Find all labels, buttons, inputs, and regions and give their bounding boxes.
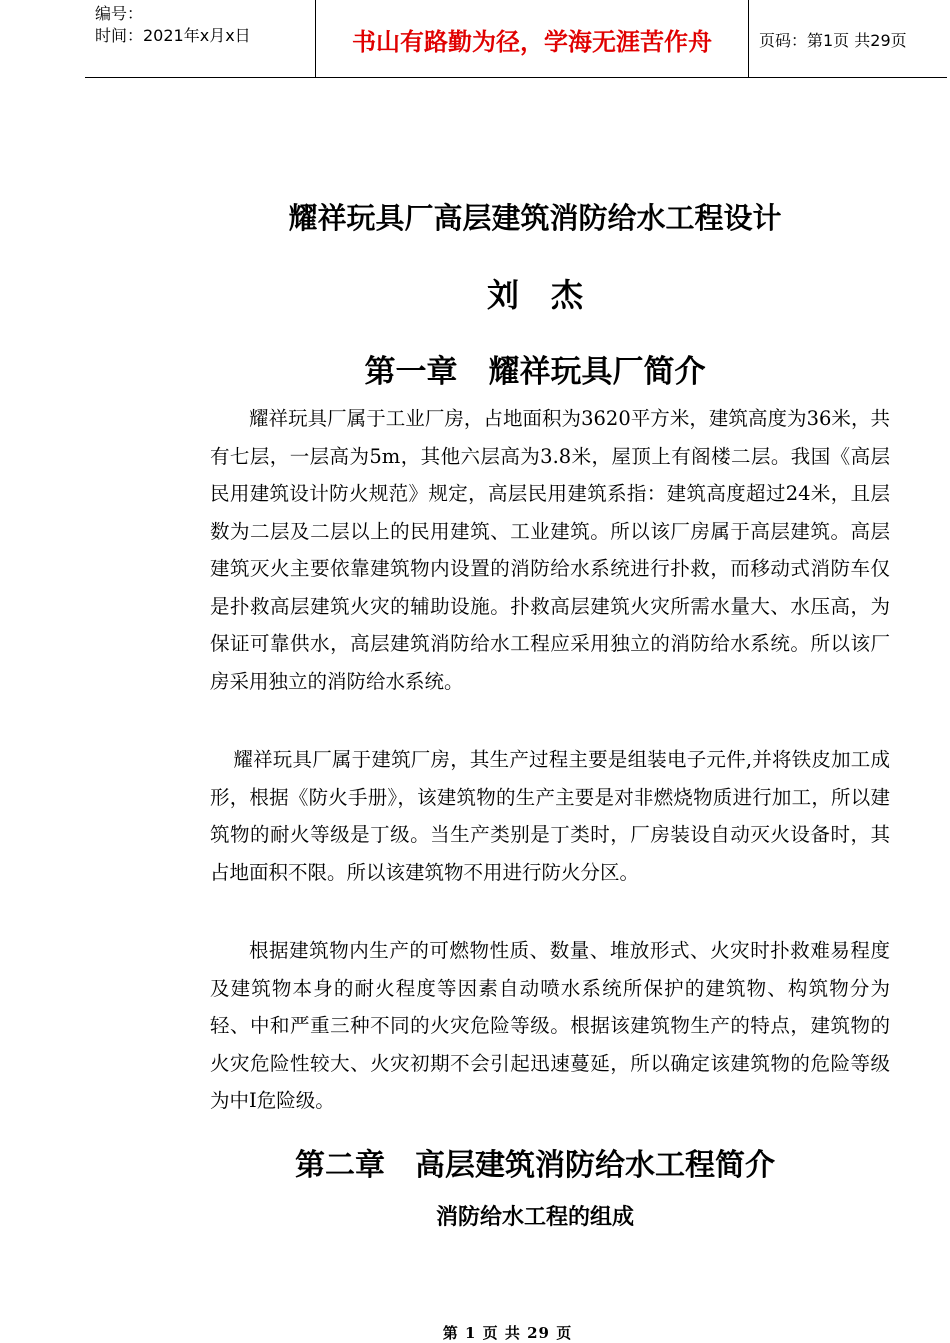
document-author: 刘 杰: [486, 276, 583, 314]
paragraph-2-text: 耀祥玩具厂属于建筑厂房，其生产过程主要是组装电子元件,并将铁皮加工成形，根据《防火手册》，该建筑物的生产主要是对非燃烧物质进行加工，所以建筑物的耐火等级是丁级。当生产类别是丁类时，厂房装设自动灭火设备时，其占地面积不限。所以该建筑物不用进行防火分区。: [210, 748, 890, 884]
header-meta: [85, 0, 316, 78]
chapter-2-heading: 第二章 高层建筑消防给水工程简介: [295, 1148, 775, 1183]
header-number-label: 编号：: [95, 4, 144, 23]
paragraph-2: [210, 741, 890, 891]
header-motto: 书山有路勤为径，学海无涯苦作舟: [316, 0, 749, 78]
header-page-info: 页码：第1页 共29页: [759, 30, 907, 50]
paragraph-3: [210, 932, 890, 1120]
page-header: [85, 0, 947, 78]
paragraph-1-text: 耀祥玩具厂属于工业厂房，占地面积为3620平方米，建筑高度为36米，共有七层，一层高为5m，其他六层高为3.8米，屋顶上有阁楼二层。我国《高层民用建筑设计防火规范》规定，高层民用建筑系指：建筑高度超过24米，且层数为二层及二层以上的民用建筑、工业建筑。所以该厂房属于高层建筑。高层建筑灭火主要依靠建筑物内设置的消防给水系统进行扑救，而移动式消防车仅是扑救高层建筑火灾的辅助设施。扑救高层建筑火灾所需水量大、水压高，为保证可靠供水，高层建筑消防给水工程应采用独立的消防给水系统。所以该厂房采用独立的消防给水系统。: [210, 407, 890, 693]
paragraph-1: [210, 400, 890, 700]
paragraph-3-text: 根据建筑物内生产的可燃物性质、数量、堆放形式、火灾时扑救难易程度及建筑物本身的耐火程度等因素自动喷水系统所保护的建筑物、构筑物分为轻、中和严重三种不同的火灾危险等级。根据该建筑物生产的特点，建筑物的火灾危险性较大、火灾初期不会引起迅速蔓延，所以确定该建筑物的危险等级为中Ⅰ危险级。: [210, 939, 890, 1112]
section-heading: 消防给水工程的组成: [435, 1204, 634, 1230]
document-title: 耀祥玩具厂高层建筑消防给水工程设计: [288, 201, 782, 235]
chapter-1-heading: 第一章 耀祥玩具厂简介: [364, 354, 706, 390]
header-time: 时间：2021年x月x日: [95, 26, 251, 45]
page-footer: 第 1 页 共 29 页: [442, 1324, 573, 1342]
